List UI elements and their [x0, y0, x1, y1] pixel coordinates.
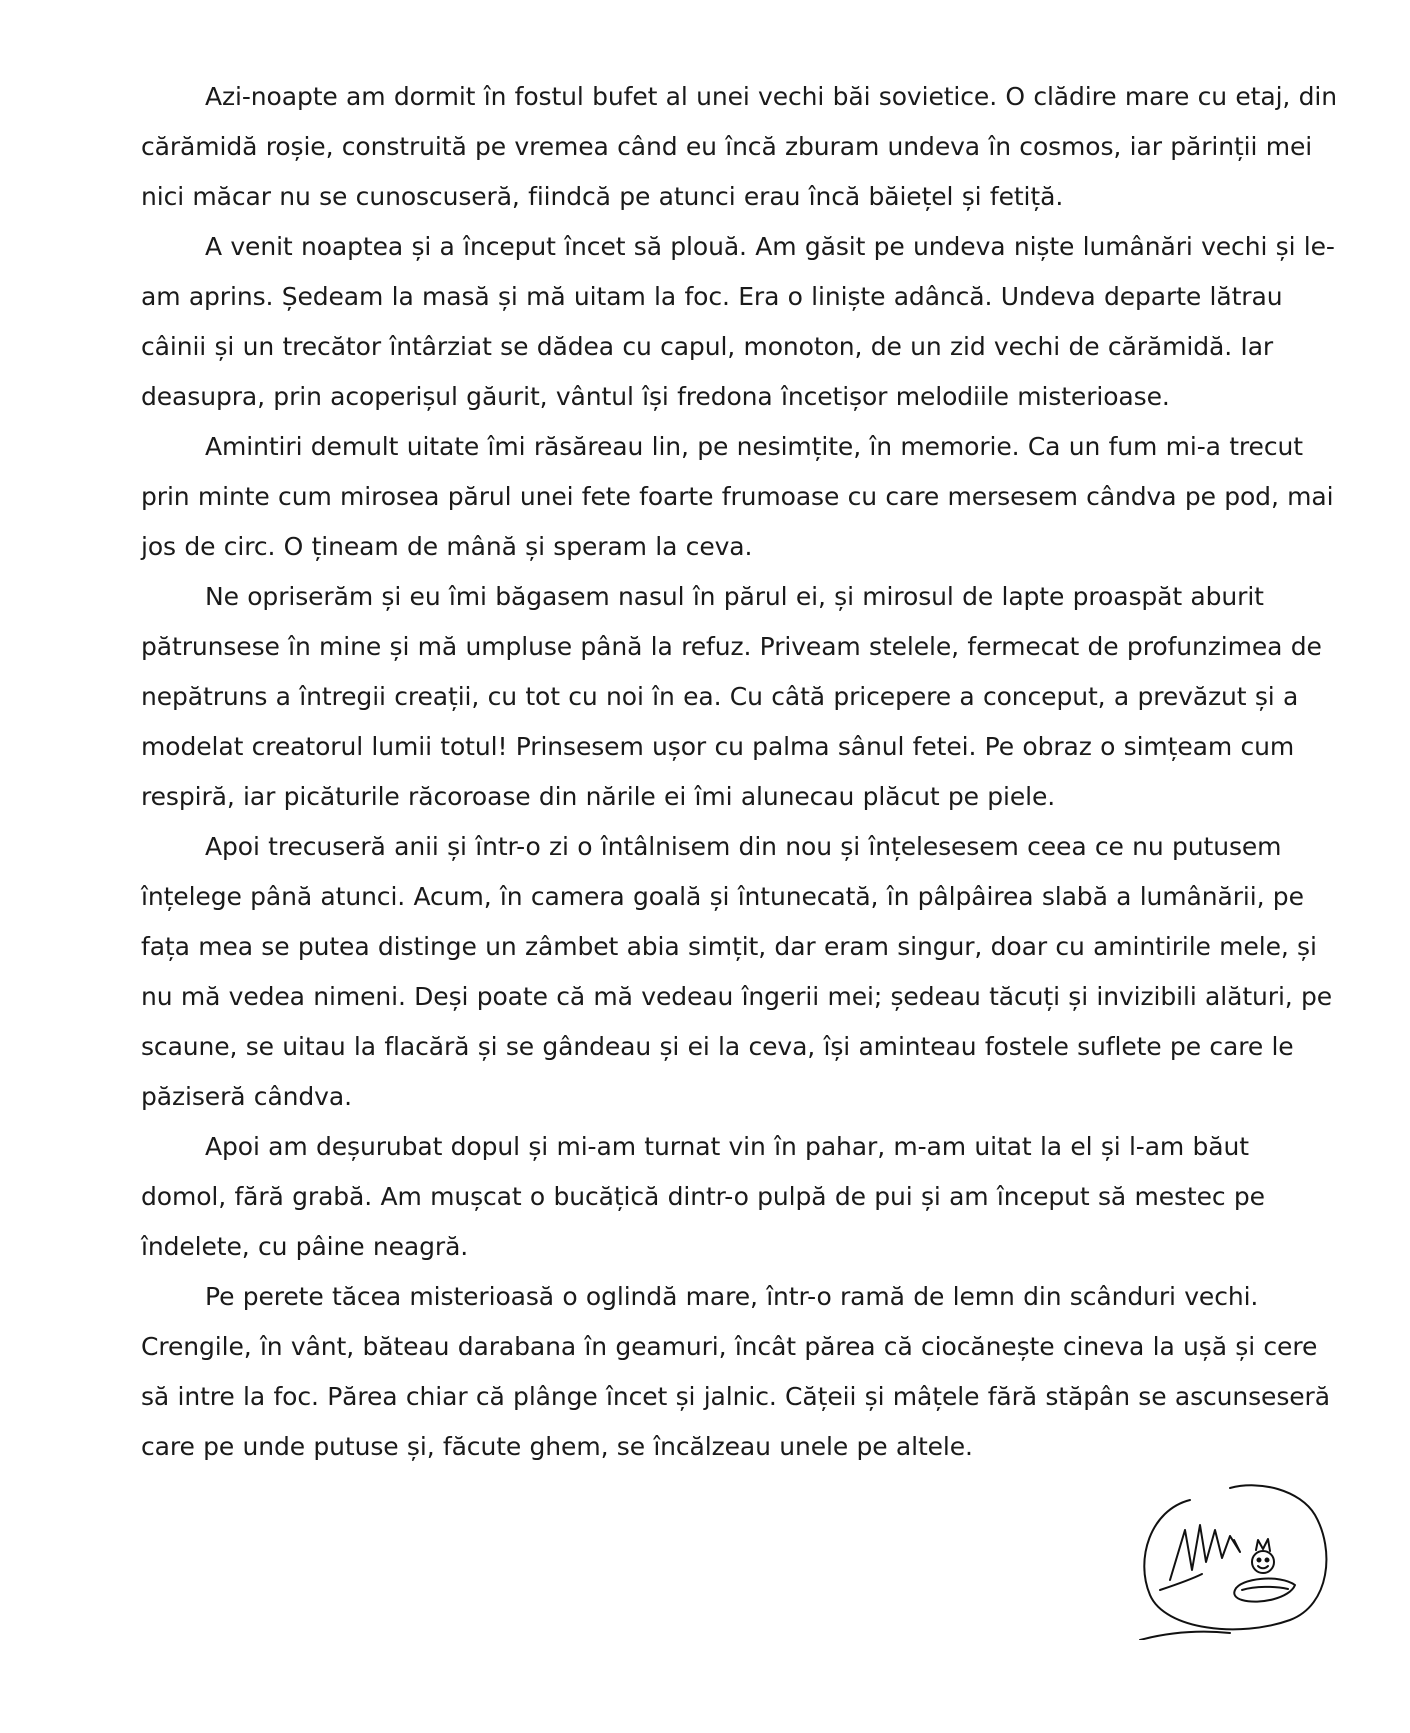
paragraph-4: Ne opriserăm și eu îmi băgasem nasul în părul ei, și mirosul de lapte proaspăt aburit pătrunsese în mine și mă umpluse până la refuz. Priveam stelele, fermecat de profunzimea de nepătruns a întregii creații, cu tot cu noi în ea. Cu câtă pricepere a conceput, a prevăzut și a modelat creatorul lumii totul! Prinsesem ușor cu palma sânul fetei. Pe obraz o simțeam cum respiră, iar picăturile răcoroase din nările ei îmi alunecau plăcut pe piele.	[141, 582, 1322, 811]
document-page	[141, 72, 1341, 1472]
handwritten-signature	[1130, 1470, 1340, 1640]
paragraph-6: Apoi am deșurubat dopul și mi-am turnat vin în pahar, m-am uitat la el și l-am băut domol, fără grabă. Am mușcat o bucățică dintr-o pulpă de pui și am început să mestec pe îndelete, cu pâine neagră.	[141, 1132, 1265, 1261]
paragraph-3: Amintiri demult uitate îmi răsăreau lin, pe nesimțite, în memorie. Ca un fum mi-a trecut prin minte cum mirosea părul unei fete foarte frumoase cu care mersesem cândva pe pod, mai jos de circ. O țineam de mână și speram la ceva.	[141, 432, 1334, 561]
paragraph-2: A venit noaptea și a început încet să plouă. Am găsit pe undeva niște lumânări vechi și le-am aprins. Ședeam la masă și mă uitam la foc. Era o liniște adâncă. Undeva departe lătrau câinii și un trecător întârziat se dădea cu capul, monoton, de un zid vechi de cărămidă. Iar deasupra, prin acoperișul găurit, vântul își fredona încetișor melodiile misterioase.	[141, 232, 1335, 411]
paragraph-1: Azi-noapte am dormit în fostul bufet al unei vechi băi sovietice. O clădire mare cu etaj, din cărămidă roșie, construită pe vremea când eu încă zburam undeva în cosmos, iar părinții mei nici măcar nu se cunoscuseră, fiindcă pe atunci erau încă băiețel și fetiță.	[141, 82, 1337, 211]
paragraph-7: Pe perete tăcea misterioasă o oglindă mare, într-o ramă de lemn din scânduri vechi. Crengile, în vânt, băteau darabana în geamuri, încât părea că ciocănește cineva la ușă și cere să intre la foc. Părea chiar că plânge încet și jalnic. Cățeii și mâțele fără stăpân se ascunseseră care pe unde putuse și, făcute ghem, se încălzeau unele pe altele.	[141, 1282, 1330, 1461]
paragraph-5: Apoi trecuseră anii și într-o zi o întâlnisem din nou și înțelesesem ceea ce nu putusem înțelege până atunci. Acum, în camera goală și întunecată, în pâlpâirea slabă a lumânării, pe fața mea se putea distinge un zâmbet abia simțit, dar eram singur, doar cu amintirile mele, și nu mă vedea nimeni. Deși poate că mă vedeau îngerii mei; ședeau tăcuți și invizibili alături, pe scaune, se uitau la flacără și se gândeau și ei la ceva, își aminteau fostele suflete pe care le păziseră cândva.	[141, 832, 1333, 1111]
